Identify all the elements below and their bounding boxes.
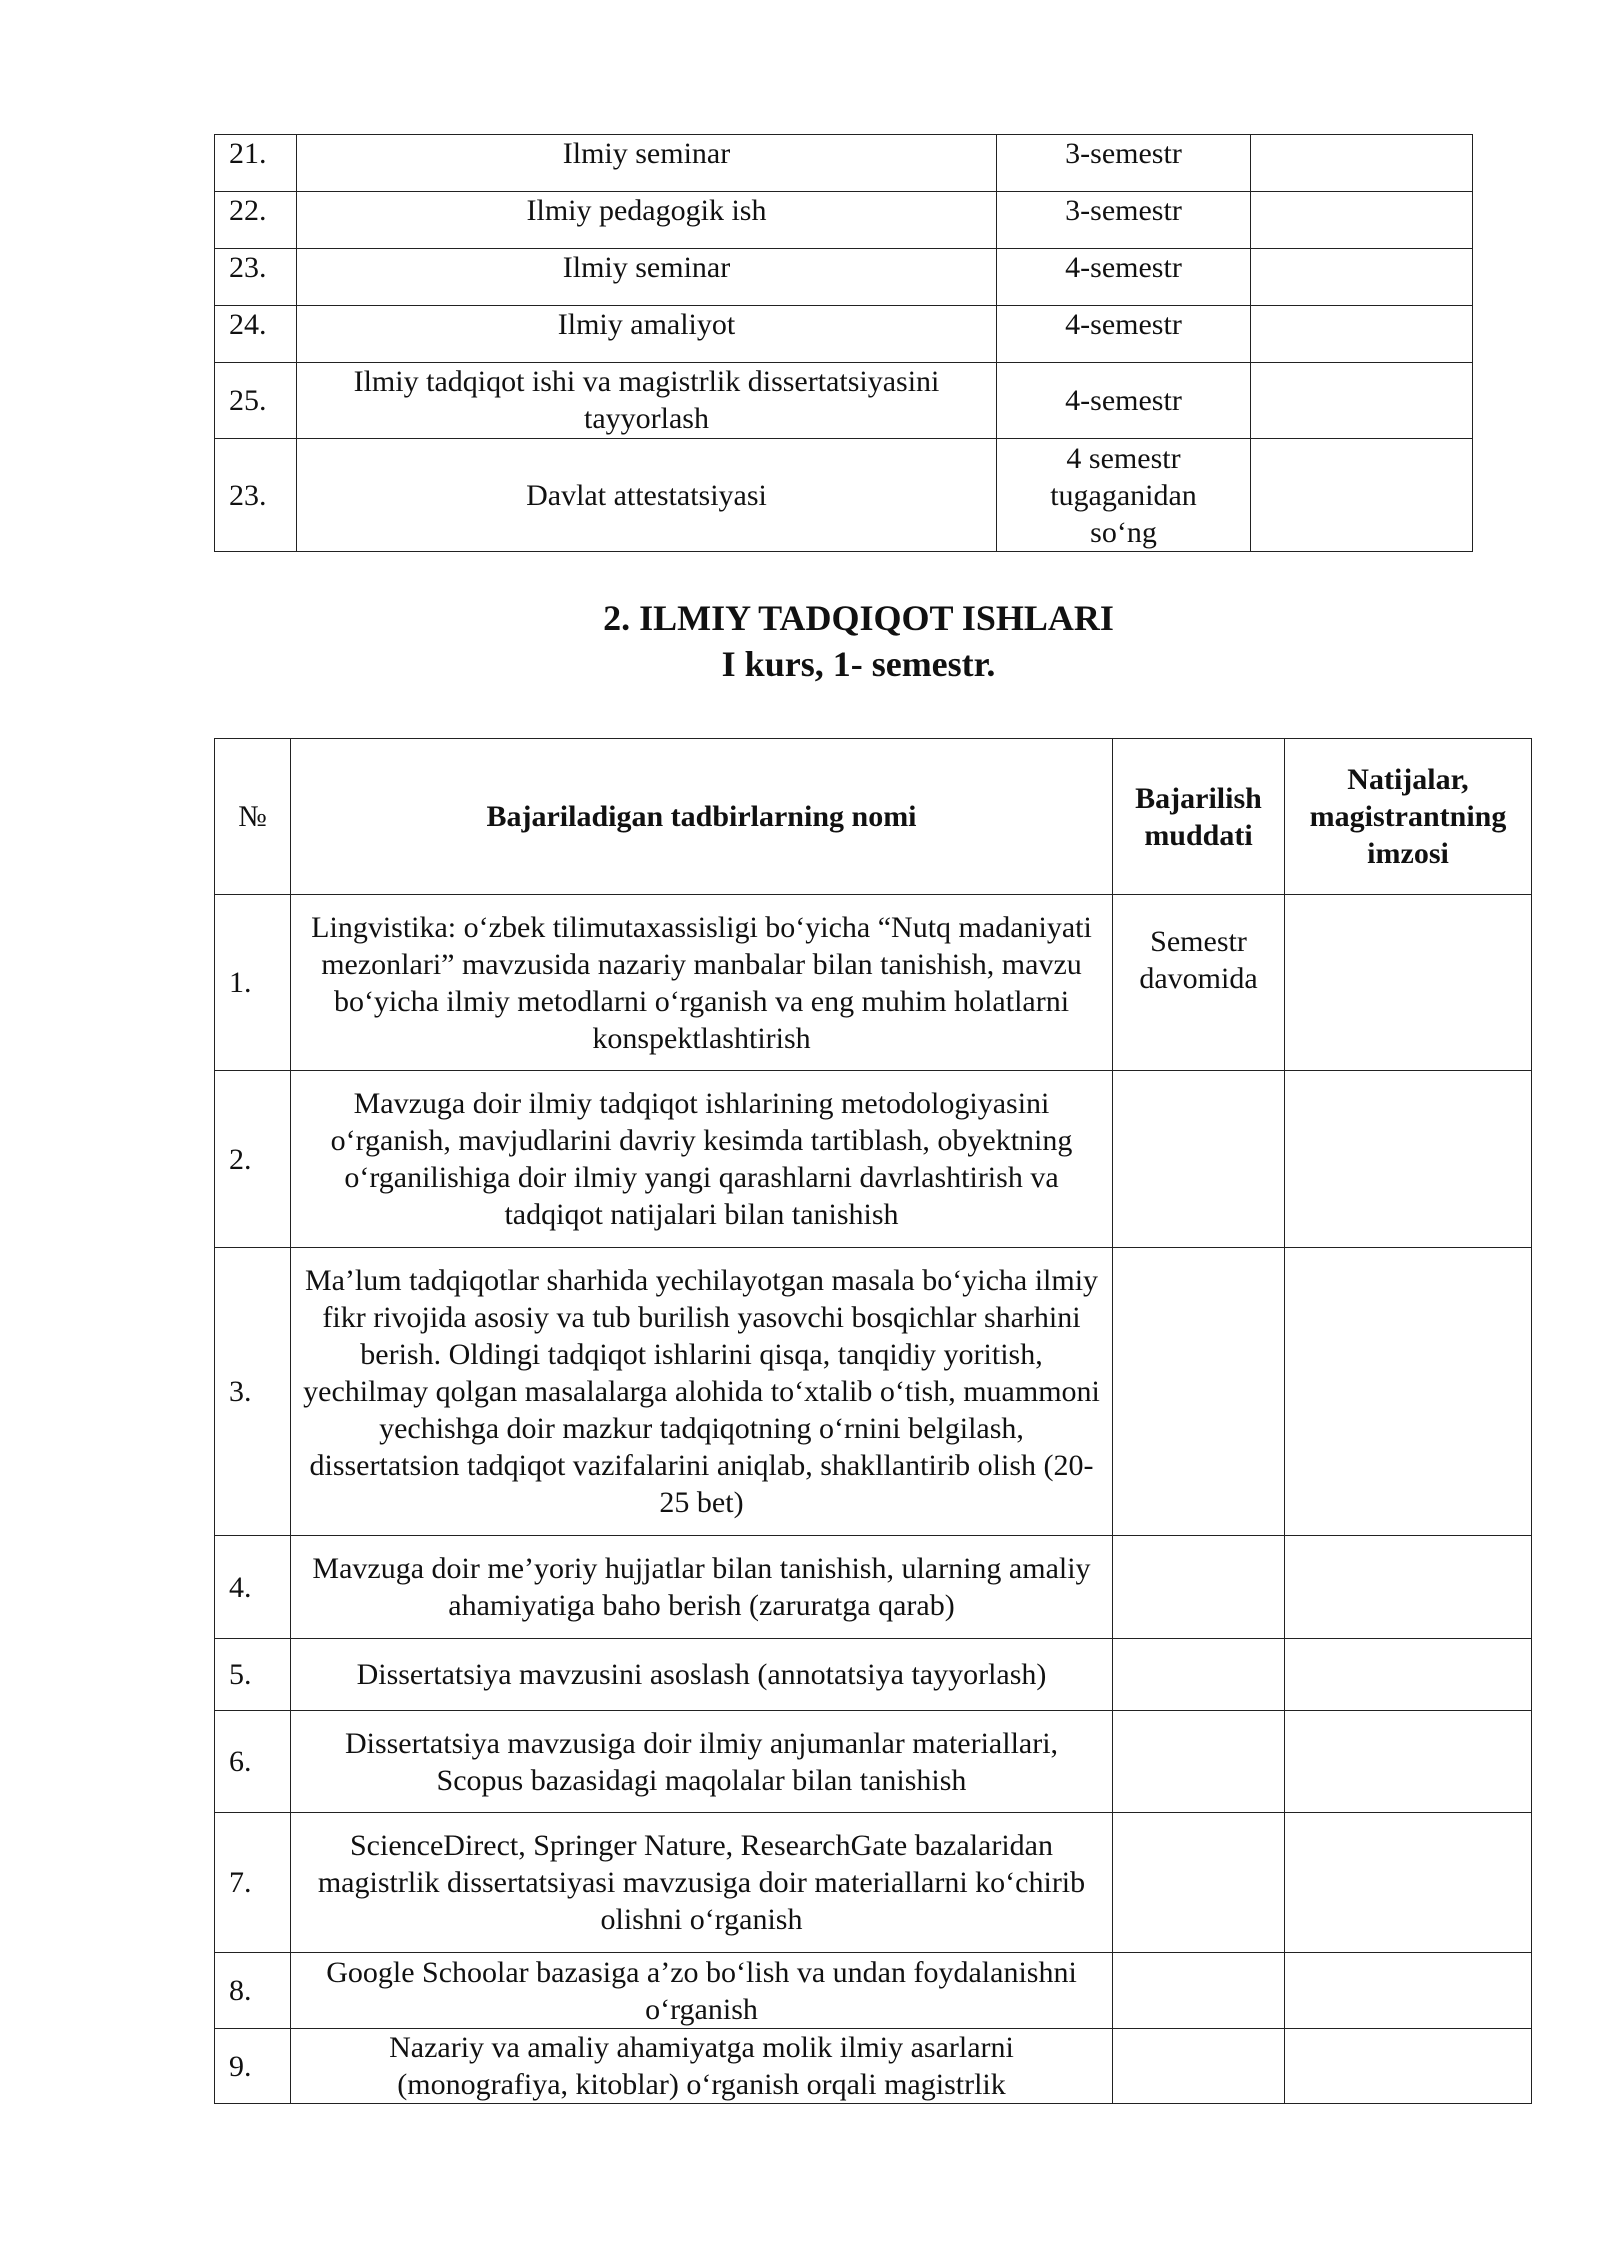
row-number: 21. — [215, 135, 297, 192]
result-cell — [1285, 1953, 1532, 2029]
continued-plan-table — [214, 134, 1473, 552]
table-row — [215, 192, 1473, 249]
table-row — [215, 1071, 1532, 1248]
deadline: Semestr davomida — [1113, 895, 1285, 1071]
row-number: 25. — [215, 363, 297, 439]
result-cell — [1285, 1639, 1532, 1711]
row-number: 23. — [215, 249, 297, 306]
result-cell — [1285, 895, 1532, 1071]
table-row — [215, 1639, 1532, 1711]
table-row — [215, 2029, 1532, 2104]
row-number: 5. — [215, 1639, 291, 1711]
activity-name: Google Schoolar bazasiga a’zo bo‘lish va undan foydalanishni o‘rganish — [291, 1953, 1113, 2029]
row-number: 23. — [215, 439, 297, 552]
signature-cell — [1251, 249, 1473, 306]
activity-name: Mavzuga doir me’yoriy hujjatlar bilan tanishish, ularning amaliy ahamiyatiga baho berish (zaruratga qarab) — [291, 1536, 1113, 1639]
row-number: 2. — [215, 1071, 291, 1248]
term: 4 semestr tugaganidan so‘ng — [997, 439, 1251, 552]
row-number: 1. — [215, 895, 291, 1071]
row-number: 3. — [215, 1248, 291, 1536]
result-cell — [1285, 1536, 1532, 1639]
row-number: 6. — [215, 1711, 291, 1813]
table-row — [215, 1711, 1532, 1813]
term: 4-semestr — [997, 249, 1251, 306]
deadline — [1113, 1813, 1285, 1953]
term: 4-semestr — [997, 306, 1251, 363]
deadline — [1113, 1536, 1285, 1639]
term: 4-semestr — [997, 363, 1251, 439]
row-number: 4. — [215, 1536, 291, 1639]
signature-cell — [1251, 439, 1473, 552]
table-row — [215, 363, 1473, 439]
activity-name: Nazariy va amaliy ahamiyatga molik ilmiy asarlarni (monografiya, kitoblar) o‘rganish orqali magistrlik — [291, 2029, 1113, 2104]
deadline — [1113, 1639, 1285, 1711]
signature-cell — [1251, 363, 1473, 439]
result-cell — [1285, 1813, 1532, 1953]
table-row — [215, 1953, 1532, 2029]
activity-name: Ilmiy seminar — [297, 135, 997, 192]
row-number: 24. — [215, 306, 297, 363]
section-subtitle: I kurs, 1- semestr. — [721, 644, 996, 684]
activity-name: Ilmiy tadqiqot ishi va magistrlik dissertatsiyasini tayyorlash — [297, 363, 997, 439]
deadline — [1113, 1953, 1285, 2029]
row-number: 8. — [215, 1953, 291, 2029]
table-header-row — [215, 739, 1532, 895]
research-plan-table — [214, 738, 1532, 2104]
deadline — [1113, 2029, 1285, 2104]
table-row — [215, 135, 1473, 192]
row-number: 9. — [215, 2029, 291, 2104]
activity-name: Ilmiy seminar — [297, 249, 997, 306]
activity-name: ScienceDirect, Springer Nature, ResearchGate bazalaridan magistrlik dissertatsiyasi mavzusiga doir materiallarni ko‘chirib olishni o‘rganish — [291, 1813, 1113, 1953]
term: 3-semestr — [997, 192, 1251, 249]
result-cell — [1285, 1248, 1532, 1536]
table-row — [215, 439, 1473, 552]
table-row — [215, 1248, 1532, 1536]
activity-name: Ma’lum tadqiqotlar sharhida yechilayotgan masala bo‘yicha ilmiy fikr rivojida asosiy va tub burilish yasovchi bosqichlar sharhini berish. Oldingi tadqiqot ishlarini qisqa, tanqidiy yoritish, yechilmay qolgan masalalarga alohida to‘xtalib o‘tish, muammoni yechishga doir mazkur tadqiqotning o‘rnini belgilash, dissertatsion tadqiqot vazifalarini aniqlab, shakllantirib olish (20-25 bet) — [291, 1248, 1113, 1536]
table-row — [215, 1536, 1532, 1639]
result-cell — [1285, 1071, 1532, 1248]
row-number: 7. — [215, 1813, 291, 1953]
activity-name: Davlat attestatsiyasi — [297, 439, 997, 552]
activity-name: Ilmiy amaliyot — [297, 306, 997, 363]
header-result: Natijalar, magistrantning imzosi — [1285, 739, 1532, 895]
result-cell — [1285, 2029, 1532, 2104]
term: 3-semestr — [997, 135, 1251, 192]
activity-name: Mavzuga doir ilmiy tadqiqot ishlarining metodologiyasini o‘rganish, mavjudlarini davriy kesimda tartiblash, obyektning o‘rganilishiga doir ilmiy yangi qarashlarni davrlashtirish va tadqiqot natijalari bilan tanishish — [291, 1071, 1113, 1248]
deadline — [1113, 1248, 1285, 1536]
activity-name: Dissertatsiya mavzusini asoslash (annotatsiya tayyorlash) — [291, 1639, 1113, 1711]
activity-name: Lingvistika: o‘zbek tilimutaxassisligi bo‘yicha “Nutq madaniyati mezonlari” mavzusida nazariy manbalar bilan tanishish, mavzu bo‘yicha ilmiy metodlarni o‘rganish va eng muhim holatlarni konspektlashtirish — [291, 895, 1113, 1071]
activity-name: Dissertatsiya mavzusiga doir ilmiy anjumanlar materiallari, Scopus bazasidagi maqolalar bilan tanishish — [291, 1711, 1113, 1813]
signature-cell — [1251, 135, 1473, 192]
signature-cell — [1251, 192, 1473, 249]
table-row — [215, 895, 1532, 1071]
header-activity: Bajariladigan tadbirlarning nomi — [291, 739, 1113, 895]
header-number: № — [215, 739, 291, 895]
result-cell — [1285, 1711, 1532, 1813]
section-title: 2. ILMIY TADQIQOT ISHLARI — [603, 598, 1114, 638]
activity-name: Ilmiy pedagogik ish — [297, 192, 997, 249]
deadline — [1113, 1711, 1285, 1813]
row-number: 22. — [215, 192, 297, 249]
signature-cell — [1251, 306, 1473, 363]
deadline — [1113, 1071, 1285, 1248]
table-row — [215, 306, 1473, 363]
table-row — [215, 249, 1473, 306]
header-deadline: Bajarilish muddati — [1113, 739, 1285, 895]
table-row — [215, 1813, 1532, 1953]
